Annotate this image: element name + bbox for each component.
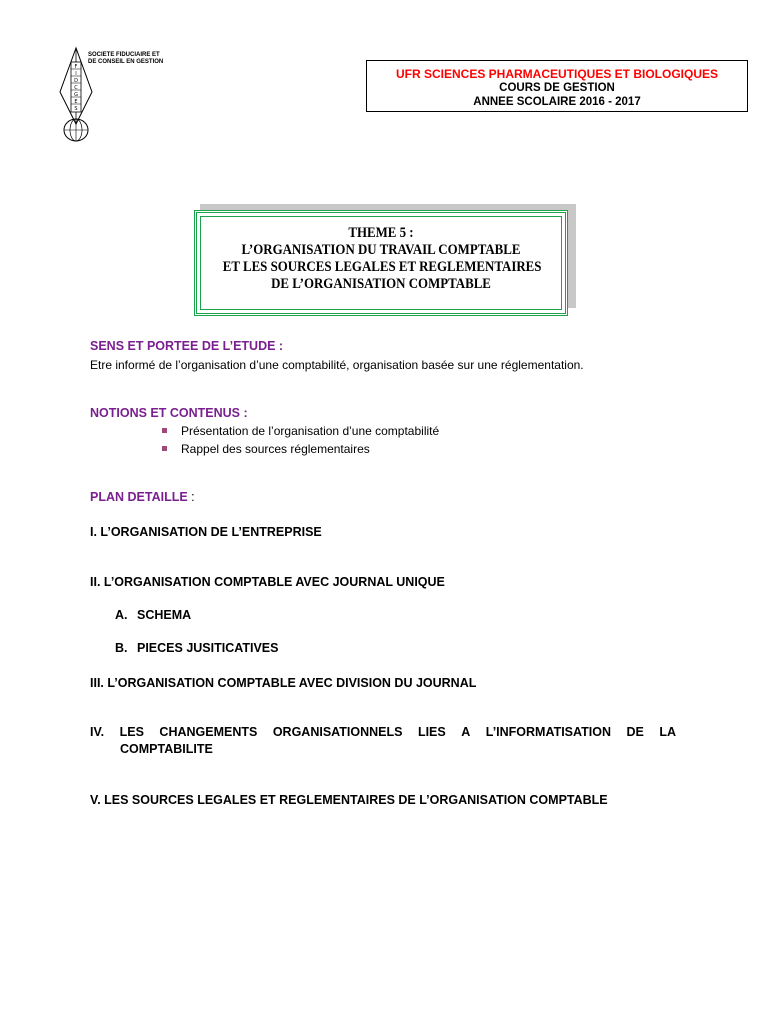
- plan-heading-text: PLAN DETAILLE: [90, 490, 188, 504]
- notion-item: [162, 442, 370, 456]
- plan-iv-word: DE: [626, 725, 644, 739]
- plan-iv-word: LIES: [417, 725, 446, 739]
- logo-letter: D: [74, 78, 78, 84]
- notion-item-text: Présentation de l’organisation d’une comptabilité: [181, 424, 440, 438]
- logo-caption-line1: SOCIETE FIDUCIAIRE ET: [88, 52, 160, 58]
- section-heading-notions: NOTIONS ET CONTENUS :: [90, 406, 248, 420]
- logo-caption: [88, 52, 163, 66]
- logo-letter: G: [74, 92, 78, 98]
- logo-letter: F: [74, 64, 78, 70]
- section-heading-plan: [90, 490, 195, 504]
- plan-subitem-letter: A.: [115, 608, 128, 622]
- plan-iv-word: LES: [119, 725, 144, 739]
- plan-subitem-letter: B.: [115, 641, 128, 655]
- plan-iv-word: CHANGEMENTS: [159, 725, 258, 739]
- bullet-square-icon: [162, 428, 167, 433]
- institution-name: UFR SCIENCES PHARMACEUTIQUES ET BIOLOGIQUES: [395, 67, 719, 81]
- plan-subitem-text: SCHEMA: [137, 608, 192, 622]
- theme-title-box: [194, 210, 568, 316]
- plan-item-i: I. L’ORGANISATION DE L’ENTREPRISE: [90, 525, 322, 539]
- theme-title-line1: L’ORGANISATION DU TRAVAIL COMPTABLE: [241, 242, 521, 258]
- logo-letter: C: [74, 85, 78, 91]
- plan-item-ii-a: [115, 608, 191, 622]
- plan-item-iv-line2: COMPTABILITE: [120, 742, 213, 756]
- plan-iv-word: ORGANISATIONNELS: [272, 725, 403, 739]
- plan-iv-word: L’INFORMATISATION: [485, 725, 611, 739]
- bullet-square-icon: [162, 446, 167, 451]
- plan-item-iii: III. L’ORGANISATION COMPTABLE AVEC DIVISION DU JOURNAL: [90, 676, 477, 690]
- institution-header-box: [366, 60, 748, 112]
- course-name: COURS DE GESTION: [499, 82, 615, 94]
- plan-item-iv-line1: [90, 725, 676, 739]
- plan-subitem-text: PIECES JUSITICATIVES: [137, 641, 279, 655]
- logo-letter: E: [74, 99, 78, 105]
- plan-item-v: V. LES SOURCES LEGALES ET REGLEMENTAIRES DE L’ORGANISATION COMPTABLE: [90, 793, 608, 807]
- plan-heading-colon: :: [187, 490, 195, 504]
- theme-number: THEME 5 :: [348, 225, 414, 241]
- sens-description: Etre informé de l’organisation d’une comptabilité, organisation basée sur une réglementation.: [90, 358, 584, 372]
- school-year: ANNEE SCOLAIRE 2016 - 2017: [473, 96, 641, 108]
- plan-iv-word: IV.: [90, 725, 105, 739]
- plan-iv-word: LA: [659, 725, 676, 739]
- section-heading-sens: SENS ET PORTEE DE L’ETUDE :: [90, 339, 284, 353]
- notion-item: [162, 424, 439, 438]
- notion-item-text: Rappel des sources réglementaires: [181, 442, 370, 456]
- logo-caption-line2: DE CONSEIL EN GESTION: [88, 59, 164, 65]
- logo-letter: I: [75, 71, 77, 77]
- plan-item-ii-b: [115, 641, 278, 655]
- plan-iv-word: A: [461, 725, 471, 739]
- company-logo: [56, 44, 176, 144]
- theme-title-line3: DE L’ORGANISATION COMPTABLE: [271, 276, 491, 292]
- theme-title-line2: ET LES SOURCES LEGALES ET REGLEMENTAIRES: [222, 259, 542, 275]
- plan-item-ii: II. L’ORGANISATION COMPTABLE AVEC JOURNAL UNIQUE: [90, 575, 445, 589]
- logo-letter: S: [74, 106, 78, 112]
